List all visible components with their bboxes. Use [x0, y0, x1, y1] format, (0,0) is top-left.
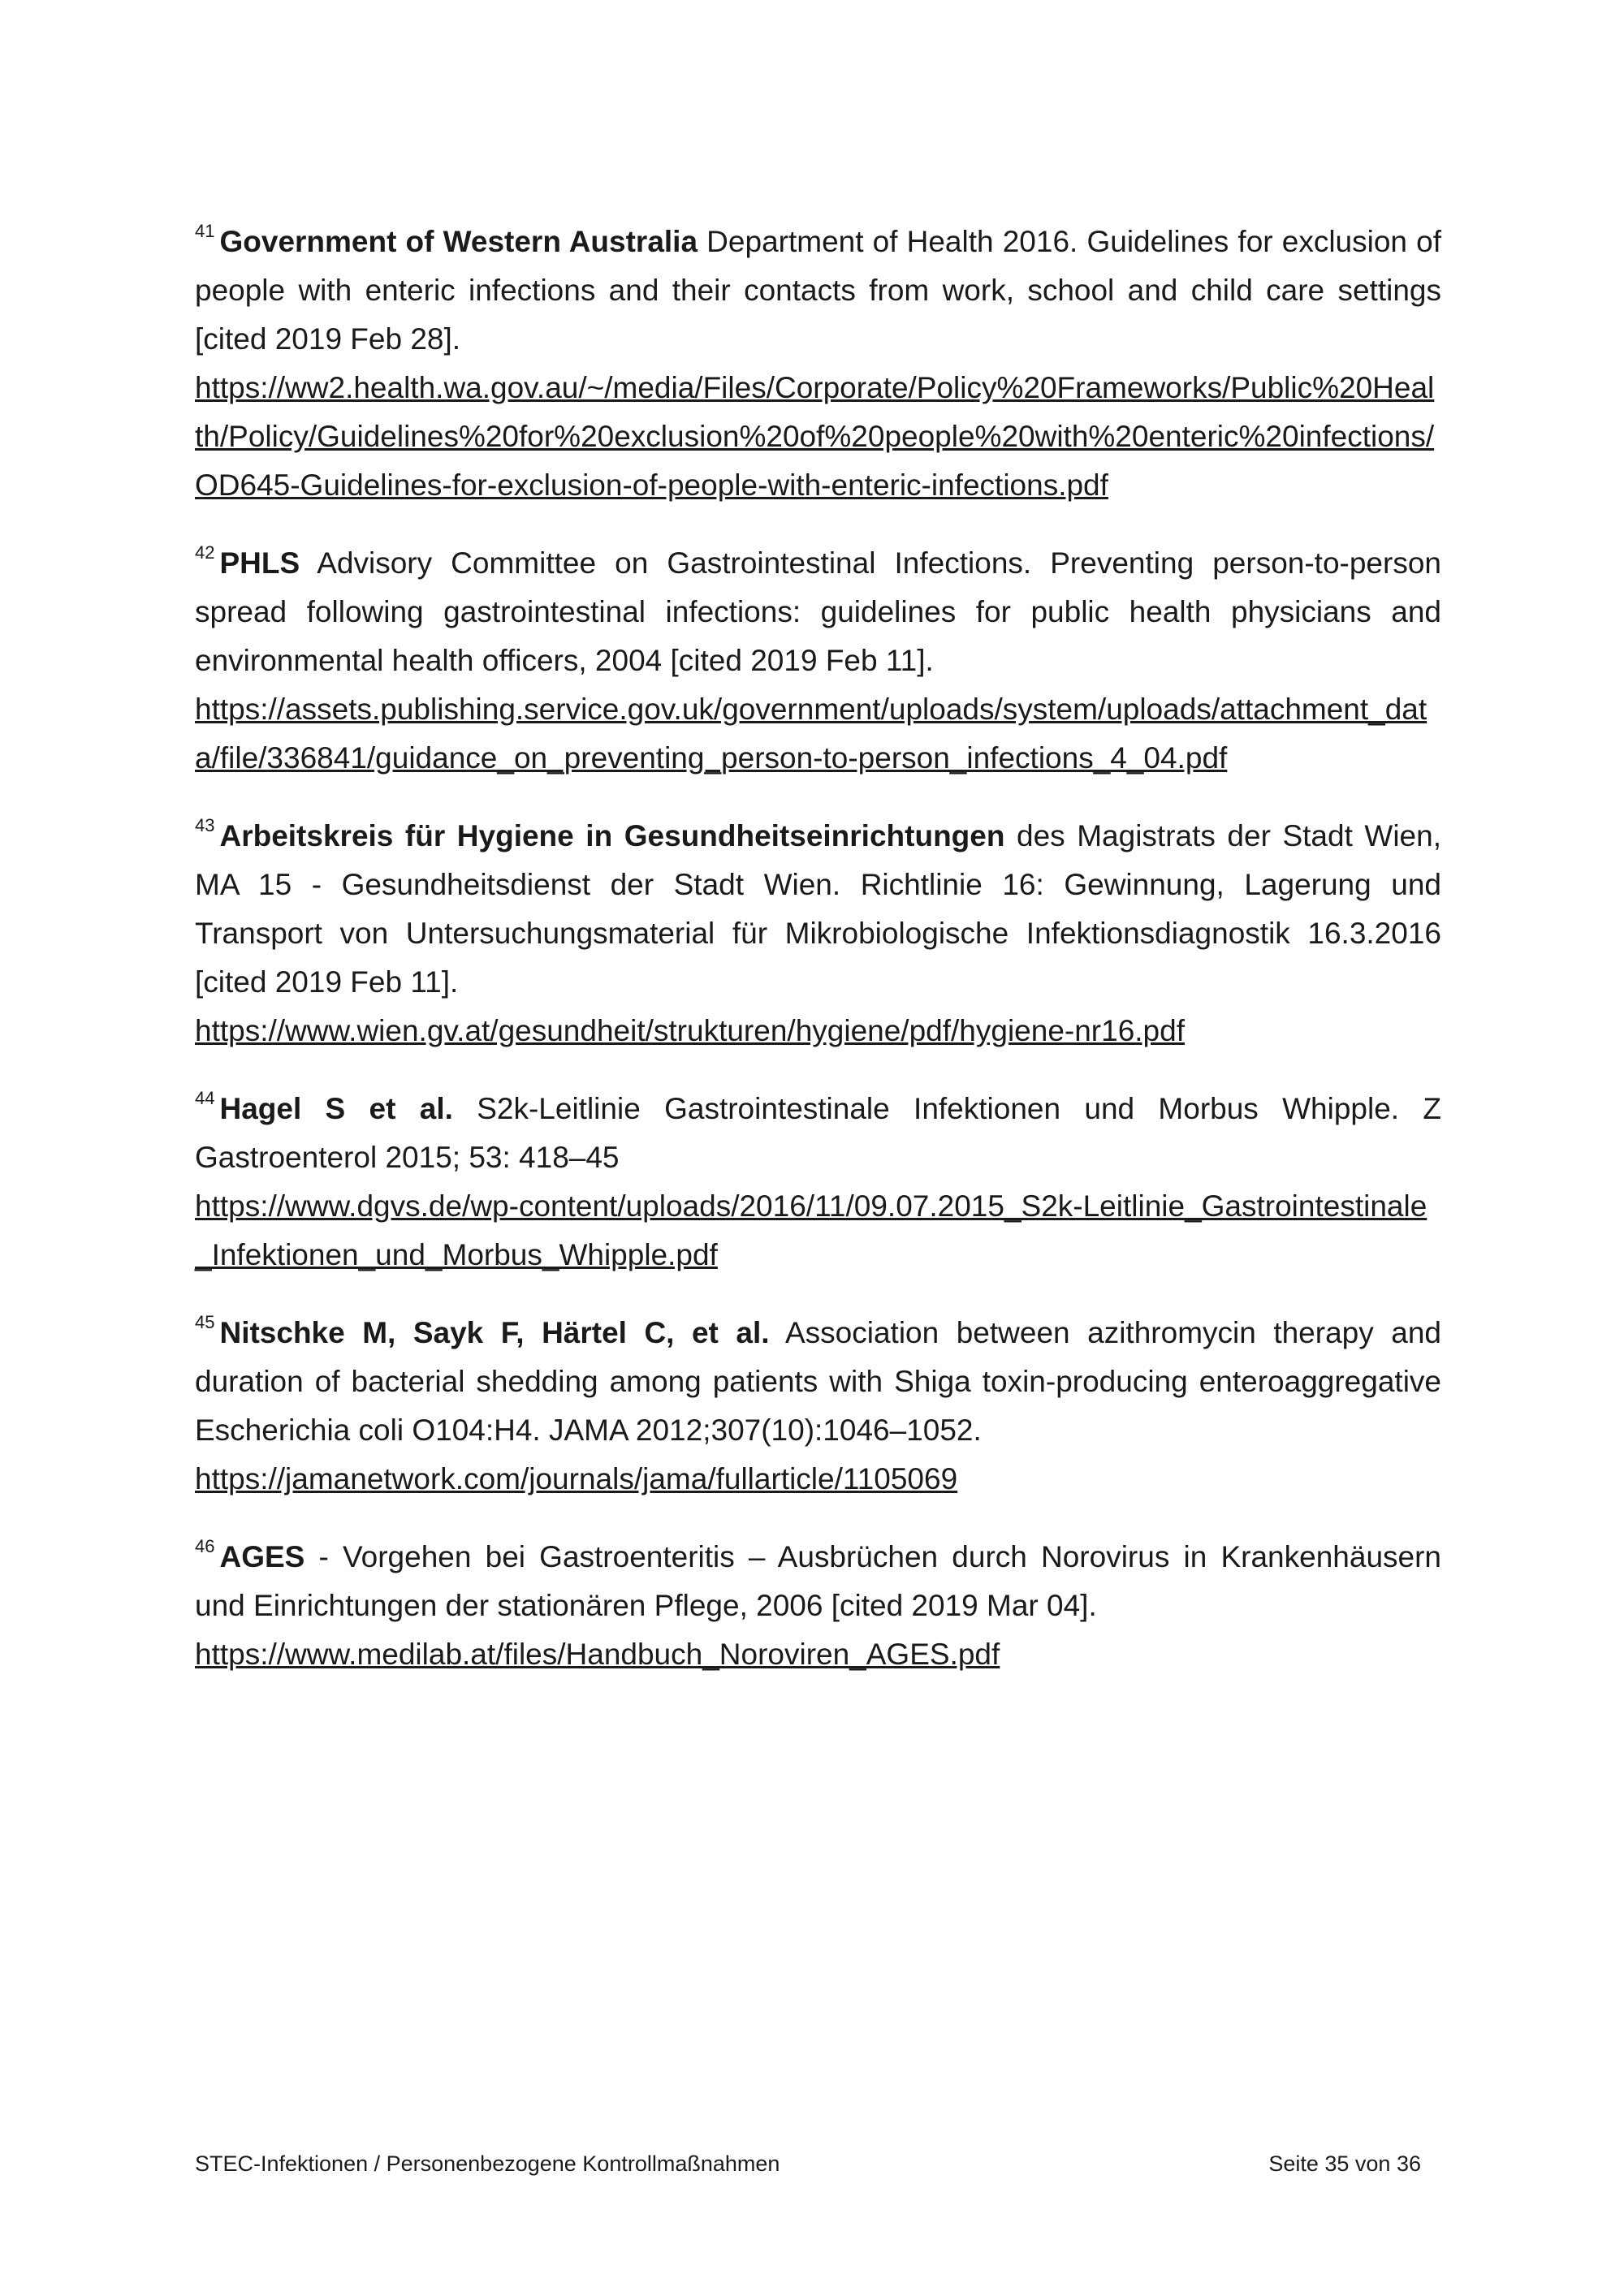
reference-list — [195, 218, 1441, 1708]
reference-author: Nitschke M, Sayk F, Härtel C, et al. — [219, 1316, 770, 1349]
reference-text: S2k-Leitlinie Gastrointestinale Infektionen und Morbus Whipple. Z Gastroenterol 2015; 53: 418–45 — [195, 1092, 1441, 1174]
footer-page-number: Seite 35 von 36 — [1268, 2151, 1421, 2176]
reference-46 — [195, 1533, 1441, 1679]
reference-author: Arbeitskreis für Hygiene in Gesundheitseinrichtungen — [219, 819, 1005, 852]
reference-link[interactable]: https://www.dgvs.de/wp-content/uploads/2016/11/09.07.2015_S2k-Leitlinie_Gastrointestinale_Infektionen_und_Morbus_Whipple.pdf — [195, 1189, 1427, 1271]
reference-text: Advisory Committee on Gastrointestinal Infections. Preventing person-to-person spread following gastrointestinal infections: guidelines for public health physicians and environmental health officers, 2004 [cited 2019 Feb 11]. — [195, 546, 1441, 677]
reference-author: Hagel S et al. — [219, 1092, 453, 1125]
reference-text: des Magistrats der Stadt Wien, MA 15 - Gesundheitsdienst der Stadt Wien. Richtlinie 16: Gewinnung, Lagerung und Transport von Untersuchungsmaterial für Mikrobiologische Infektionsdiagnostik 16.3.2016 [cited 2019 Feb 11]. — [195, 819, 1441, 999]
reference-author: Government of Western Australia — [219, 225, 698, 258]
reference-number: 45 — [195, 1312, 215, 1332]
reference-45 — [195, 1309, 1441, 1504]
reference-author: PHLS — [219, 546, 300, 580]
reference-text: - Vorgehen bei Gastroenteritis – Ausbrüchen durch Norovirus in Krankenhäusern und Einrichtungen der stationären Pflege, 2006 [cited 2019 Mar 04]. — [195, 1540, 1441, 1622]
reference-44 — [195, 1085, 1441, 1280]
reference-author: AGES — [219, 1540, 305, 1573]
reference-43 — [195, 812, 1441, 1055]
reference-text: Department of Health 2016. Guidelines for exclusion of people with enteric infections and their contacts from work, school and child care settings [cited 2019 Feb 28]. — [195, 225, 1441, 356]
reference-number: 44 — [195, 1088, 215, 1108]
reference-42 — [195, 539, 1441, 783]
reference-number: 46 — [195, 1536, 215, 1556]
reference-link[interactable]: https://ww2.health.wa.gov.au/~/media/Files/Corporate/Policy%20Frameworks/Public%20Health/Policy/Guidelines%20for%20exclusion%20of%20people%20with%20enteric%20infections/OD645-Guidelines-for-exclusion-of-people-with-enteric-infections.pdf — [195, 371, 1435, 502]
reference-number: 41 — [195, 221, 215, 241]
reference-text: Association between azithromycin therapy and duration of bacterial shedding among patients with Shiga toxin-producing enteroaggregative Escherichia coli O104:H4. JAMA 2012;307(10):1046–1052. — [195, 1316, 1441, 1447]
reference-number: 42 — [195, 542, 215, 563]
reference-41 — [195, 218, 1441, 510]
footer-document-title: STEC-Infektionen / Personenbezogene Kontrollmaßnahmen — [195, 2151, 780, 2176]
page-footer — [195, 2151, 1421, 2177]
reference-link[interactable]: https://www.medilab.at/files/Handbuch_Noroviren_AGES.pdf — [195, 1638, 1000, 1671]
reference-link[interactable]: https://assets.publishing.service.gov.uk/government/uploads/system/uploads/attachment_data/file/336841/guidance_on_preventing_person-to-person_infections_4_04.pdf — [195, 693, 1427, 775]
reference-link[interactable]: https://jamanetwork.com/journals/jama/fullarticle/1105069 — [195, 1462, 958, 1495]
reference-number: 43 — [195, 815, 215, 835]
reference-link[interactable]: https://www.wien.gv.at/gesundheit/strukturen/hygiene/pdf/hygiene-nr16.pdf — [195, 1014, 1185, 1047]
